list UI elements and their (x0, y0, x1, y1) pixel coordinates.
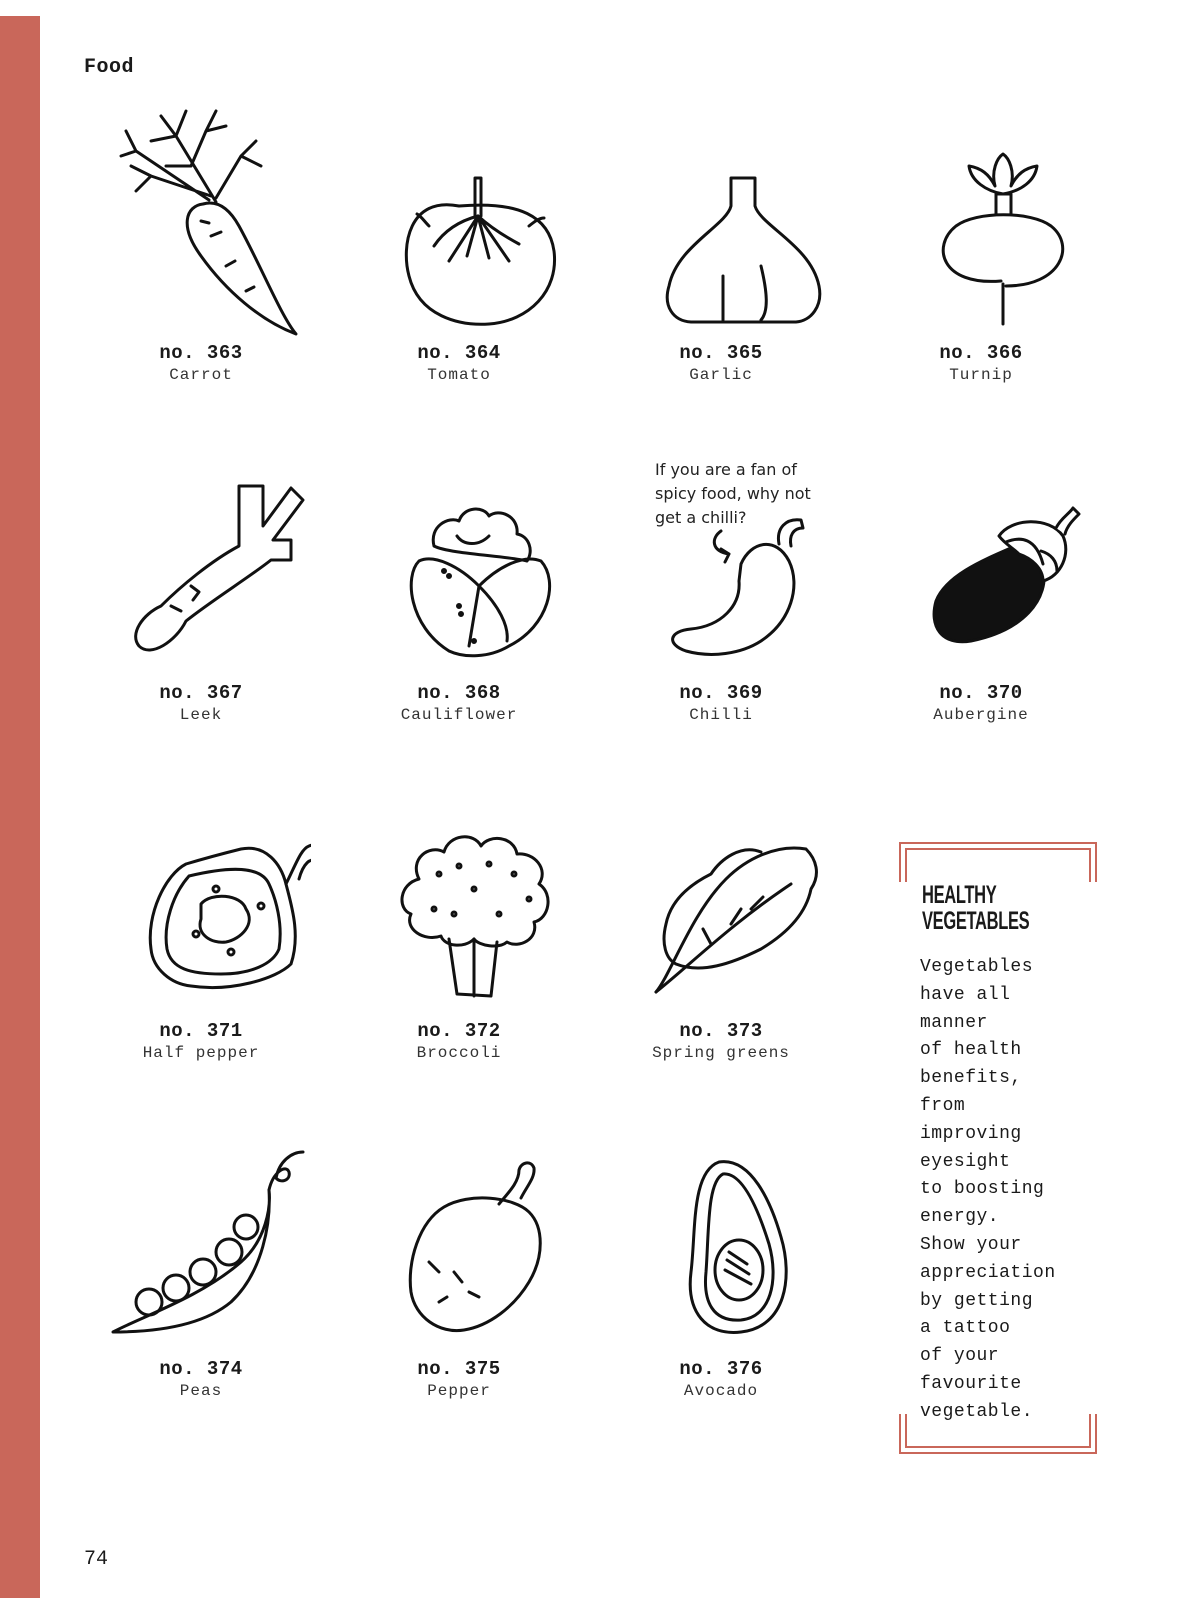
sidebar-line: by getting (920, 1290, 1034, 1311)
sidebar-line: eyesight (920, 1151, 1011, 1172)
item-name: Turnip (949, 366, 1013, 384)
catalog-item-half-pepper (70, 774, 332, 1062)
catalog-item-peas (70, 1112, 332, 1400)
item-name: Broccoli (416, 1044, 502, 1062)
item-number: no. 375 (417, 1358, 501, 1380)
sidebar-line: have all (920, 984, 1011, 1005)
callout-line: get a chilli? (655, 508, 747, 527)
sidebar-line: energy. (920, 1207, 1000, 1228)
leek-icon (91, 436, 311, 676)
item-name: Cauliflower (400, 706, 518, 724)
item-name: Aubergine (933, 706, 1029, 724)
catalog-item-cauliflower (328, 436, 590, 724)
catalog-item-avocado (590, 1112, 852, 1400)
catalog-item-aubergine (850, 436, 1112, 724)
avocado-icon (611, 1112, 831, 1352)
item-number: no. 370 (939, 682, 1023, 704)
catalog-item-turnip (850, 96, 1112, 384)
item-number: no. 373 (679, 1020, 763, 1042)
sidebar-line: manner (920, 1012, 988, 1033)
turnip-icon (871, 96, 1091, 336)
chilli-callout (655, 458, 825, 530)
sidebar-line: from (920, 1095, 966, 1116)
healthy-vegetables-sidebar (898, 842, 1098, 1454)
item-name: Half pepper (142, 1044, 260, 1062)
item-name: Chilli (689, 706, 753, 724)
half-pepper-icon (91, 774, 311, 1014)
peas-icon (91, 1112, 311, 1352)
catalog-item-spring-greens (590, 774, 852, 1062)
item-number: no. 368 (417, 682, 501, 704)
item-number: no. 363 (159, 342, 243, 364)
item-number: no. 376 (679, 1358, 763, 1380)
item-number: no. 371 (159, 1020, 243, 1042)
sidebar-heading (922, 882, 1029, 934)
item-number: no. 374 (159, 1358, 243, 1380)
cauliflower-icon (349, 436, 569, 676)
sidebar-line: to boosting (920, 1179, 1045, 1200)
item-name: Spring greens (652, 1044, 790, 1062)
spring-greens-icon (611, 774, 831, 1014)
sidebar-line: appreciation (920, 1262, 1056, 1283)
catalog-item-leek (70, 436, 332, 724)
catalog-item-carrot (70, 96, 332, 384)
sidebar-line: Vegetables (920, 957, 1034, 977)
callout-line: spicy food, why not (655, 484, 811, 503)
catalog-item-broccoli (328, 774, 590, 1062)
item-number: no. 365 (679, 342, 763, 364)
carrot-icon (91, 96, 311, 336)
item-name: Leek (179, 706, 223, 724)
catalog-item-pepper (328, 1112, 590, 1400)
sidebar-line: benefits, (920, 1068, 1022, 1089)
broccoli-icon (349, 774, 569, 1014)
sidebar-heading-line: HEALTHY (922, 881, 997, 909)
item-name: Avocado (683, 1382, 759, 1400)
garlic-icon (611, 96, 831, 336)
pepper-icon (349, 1112, 569, 1352)
sidebar-line: of health (920, 1040, 1022, 1061)
sidebar-line: favourite (920, 1373, 1022, 1394)
sidebar-heading-line: VEGETABLES (922, 907, 1030, 935)
tomato-icon (349, 96, 569, 336)
sidebar-body (920, 954, 1090, 1427)
item-number: no. 369 (679, 682, 763, 704)
page-edge-band (0, 0, 40, 1598)
item-number: no. 364 (417, 342, 501, 364)
page-number: 74 (84, 1548, 109, 1571)
sidebar-line: of your (920, 1346, 1000, 1367)
item-name: Pepper (427, 1382, 491, 1400)
catalog-item-garlic (590, 96, 852, 384)
page-corner-gap (0, 0, 40, 16)
item-number: no. 367 (159, 682, 243, 704)
catalog-item-tomato (328, 96, 590, 384)
sidebar-line: Show your (920, 1234, 1022, 1255)
section-title: Food (84, 56, 135, 79)
item-name: Garlic (689, 366, 753, 384)
item-name: Tomato (427, 366, 491, 384)
sidebar-line: improving (920, 1123, 1022, 1144)
item-name: Peas (179, 1382, 223, 1400)
sidebar-line: vegetable. (920, 1401, 1034, 1422)
sidebar-line: a tattoo (920, 1318, 1011, 1339)
item-number: no. 372 (417, 1020, 501, 1042)
item-name: Carrot (169, 366, 233, 384)
callout-line: If you are a fan of (655, 460, 797, 479)
aubergine-icon (871, 436, 1091, 676)
item-number: no. 366 (939, 342, 1023, 364)
